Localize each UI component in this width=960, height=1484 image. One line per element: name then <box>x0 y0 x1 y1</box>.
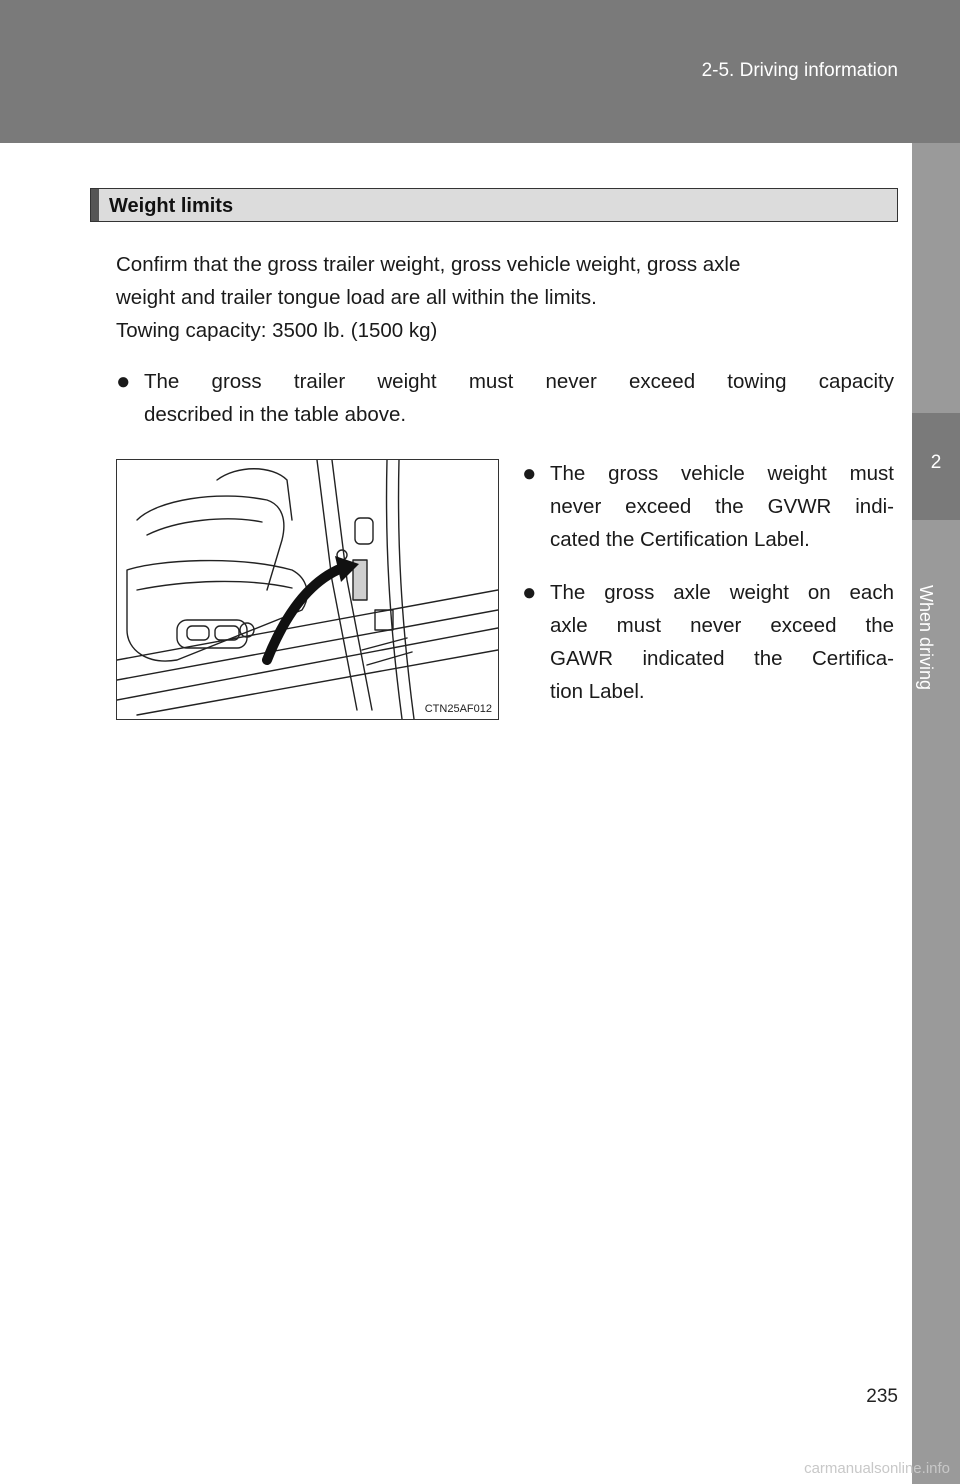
bullet-item <box>116 365 894 431</box>
intro-line: weight and trailer tongue load are all within the limits. <box>116 286 597 309</box>
side-tab-top <box>912 143 960 413</box>
intro-paragraph <box>116 248 894 347</box>
section-title: 2-5. Driving information <box>701 60 898 81</box>
seat-door-illustration <box>117 460 498 719</box>
bullet-line: axle must never exceed the <box>550 614 894 637</box>
bullet-line: The gross vehicle weight must <box>550 462 894 485</box>
bullet-line: The gross trailer weight must never exceed towing capacity <box>144 370 894 393</box>
figure-code: CTN25AF012 <box>424 703 492 715</box>
section-heading: Weight limits <box>109 195 234 217</box>
bullet-item <box>522 576 894 708</box>
bullet-line: described in the table above. <box>144 403 407 426</box>
chapter-number: 2 <box>930 452 942 473</box>
bullet-icon: ● <box>522 579 537 606</box>
bullet-line: never exceed the GVWR indi- <box>550 495 894 518</box>
intro-line: Confirm that the gross trailer weight, gross vehicle weight, gross axle <box>116 253 741 276</box>
bullet-line: GAWR indicated the Certifica- <box>550 647 894 670</box>
bullet-line: The gross axle weight on each <box>550 581 894 604</box>
bullet-icon: ● <box>116 368 131 395</box>
page-number: 235 <box>866 1386 898 1407</box>
bullet-line: cated the Certification Label. <box>550 528 810 551</box>
section-heading-box <box>90 188 898 222</box>
towing-capacity: Towing capacity: 3500 lb. (1500 kg) <box>116 319 438 342</box>
watermark: carmanualsonline.info <box>804 1460 950 1477</box>
bullet-item <box>522 457 894 556</box>
chapter-label: When driving <box>916 585 936 691</box>
bullet-line: tion Label. <box>550 680 645 703</box>
seat-certification-label-illustration <box>116 459 499 720</box>
bullet-icon: ● <box>522 460 537 487</box>
